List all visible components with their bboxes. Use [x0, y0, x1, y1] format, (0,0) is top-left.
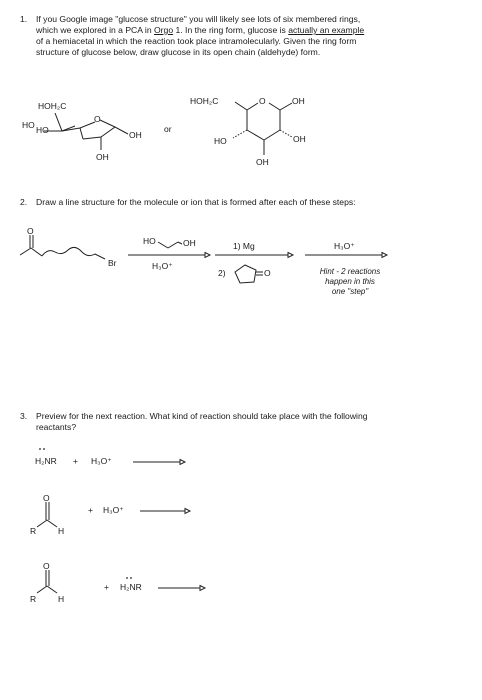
q3-r3-h: H: [58, 594, 65, 604]
orgo-link[interactable]: Orgo: [154, 25, 174, 35]
right-oh-bottom: OH: [256, 157, 269, 167]
left-glucose-chair: [44, 113, 128, 150]
q2-step2: 2): [218, 268, 226, 278]
lone-pair-dot: [130, 577, 132, 579]
q1-line2b: 1. In the ring form, glucose is: [173, 25, 289, 35]
q1-number: 1.: [20, 14, 28, 24]
q3-r1-amine: H₂NR: [35, 456, 57, 466]
right-oh-top: OH: [292, 96, 305, 106]
right-hoh2c: HOH₂C: [190, 96, 219, 106]
q2-alkyl-bromide-aldehyde: [20, 235, 105, 259]
q2-final-reagent: H₃O⁺: [334, 241, 355, 251]
q3-reaction2-aldehyde: [37, 502, 57, 527]
q3-r3-o: O: [43, 561, 50, 571]
q3-r2-r: R: [30, 526, 37, 536]
q2-reagent-h3o: H₃O⁺: [152, 261, 173, 271]
or-label: or: [164, 124, 172, 134]
q2-hint1: Hint - 2 reactions: [319, 267, 381, 276]
q3-r2-h: H: [58, 526, 65, 536]
left-ho-outer: HO: [22, 120, 35, 130]
q3-line2: reactants?: [36, 422, 77, 432]
q3-r3-amine: H₂NR: [120, 582, 142, 592]
right-glucose-ring: [233, 102, 292, 155]
lone-pair-dot: [39, 448, 41, 450]
q3-r3-plus: +: [104, 582, 109, 592]
q1-line3: of a hemiacetal in which the reaction took place intramolecularly. Given the ring form: [36, 36, 357, 46]
q2-diol: [158, 242, 182, 248]
q2-hint3: one "step": [331, 287, 369, 296]
q2-aldehyde-o: O: [27, 226, 34, 236]
q3-reaction3-aldehyde: [37, 570, 57, 593]
q3-r2-o: O: [43, 493, 50, 503]
right-oh-right: OH: [293, 134, 306, 144]
q3-reaction1-arrow: [133, 460, 185, 465]
left-hoh2c: HOH₂C: [38, 101, 67, 111]
q2-arrows: [128, 253, 387, 258]
q3-line1: Preview for the next reaction. What kind of reaction should take place with the following: [36, 411, 368, 421]
q2-number: 2.: [20, 197, 28, 207]
q2-reagent-ho: HO: [143, 236, 156, 246]
right-ring-o: O: [259, 96, 266, 106]
lone-pair-dot: [43, 448, 45, 450]
q3-r2-h3o: H₃O⁺: [103, 505, 124, 515]
q1-underlined: actually an example: [288, 25, 365, 35]
q1-line2a: which we explored in a PCA in: [36, 25, 154, 35]
q3-r1-plus: +: [73, 456, 78, 466]
left-oh-right: OH: [129, 130, 142, 140]
left-ho-inner: HO: [36, 125, 49, 135]
lone-pair-dot: [126, 577, 128, 579]
q2-step2-o: O: [264, 268, 271, 278]
q2-cyclopentanone: [235, 265, 263, 283]
q3-r1-h3o: H₃O⁺: [91, 456, 112, 466]
q1-line4: structure of glucose below, draw glucose in its open chain (aldehyde) form.: [36, 47, 321, 57]
q2-step1: 1) Mg: [233, 241, 255, 251]
left-ring-o: O: [94, 114, 101, 124]
q1-line1: If you Google image "glucose structure" you will likely see lots of six membered rings,: [36, 14, 361, 24]
q3-reaction2-arrow: [140, 509, 190, 514]
q3-reaction3-arrow: [158, 586, 205, 591]
q2-text: Draw a line structure for the molecule or ion that is formed after each of these steps:: [36, 197, 356, 207]
q3-r3-r: R: [30, 594, 37, 604]
right-ho-left: HO: [214, 136, 227, 146]
q3-number: 3.: [20, 411, 28, 421]
q3-r2-plus: +: [88, 505, 93, 515]
left-oh-bottom: OH: [96, 152, 109, 162]
q2-reagent-oh: OH: [183, 238, 196, 248]
q2-br: Br: [108, 258, 117, 268]
q2-hint2: happen in this: [325, 277, 375, 286]
